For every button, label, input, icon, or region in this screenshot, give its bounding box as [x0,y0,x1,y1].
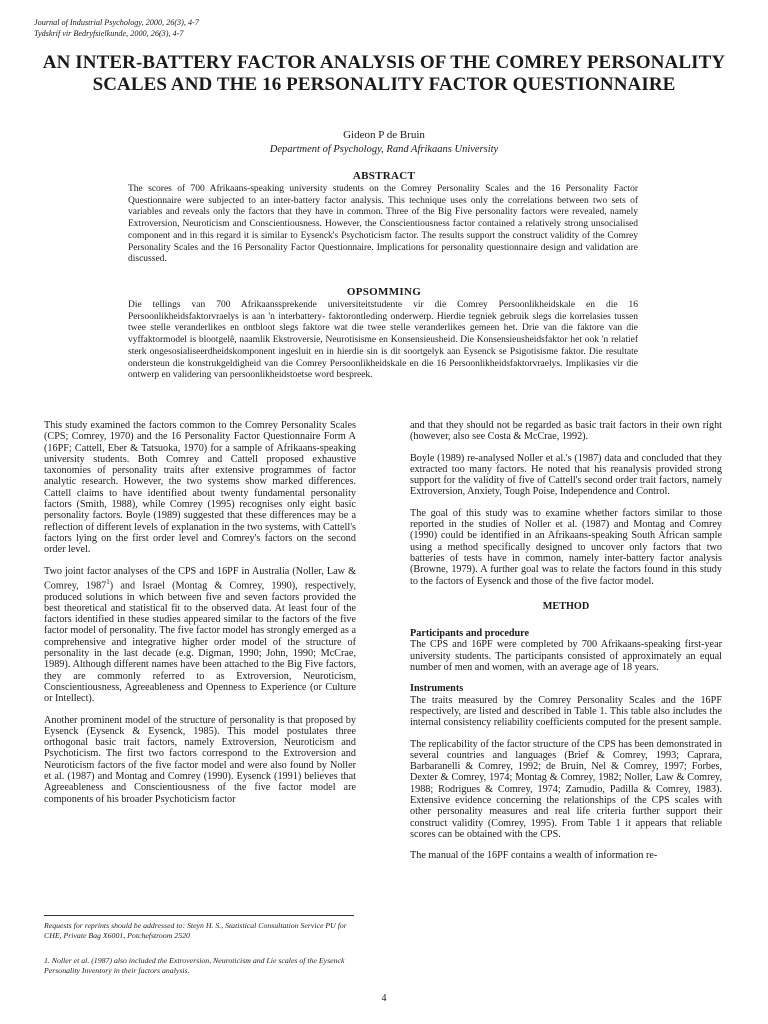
paragraph: This study examined the factors common to the Comrey Personality Scales (CPS; Comrey, 1970) and the 16 Personality Factor Questionnaire Form A (16PF; Cattell, Eber & Tatsuoka, 1970) for a sample of Afrikaans-speaking university students. Both Comrey and Cattell proposed exhaustive taxonomies of personality traits after extensive programmes of factor analytic research. However, the two systems show marked differences. Cattell claims to have identified about twenty fundamental personality factors (Smith, 1988), while Comrey (1995) recognises only eight basic personality factors. Boyle (1989) suggested that these differences may be a reflection of different levels of explanation in the two systems, with Cattell's factors lying on the first order level and Comrey's factors on the second order level. [44,420,356,556]
right-column [410,420,722,872]
abstract-text: The scores of 700 Afrikaans-speaking university students on the Comrey Personality Scales and the 16 Personality Factor Questionnaire were subjected to an inter-battery factor analysis. This technique uses only the correlations between two sets of variables and reveals only the factors that they have in common. Three of the Big Five personality factors were revealed, namely Extroversion, Neuroticism and Conscientiousness. However, the Conscientiousness factor contained a relatively strong unsocialised component and in this regard it is similar to Eysenck's Psychoticism factor. The results support the construct validity of the Comrey Personality Scales and the 16 Personality Factor Questionnaire. Implications for personality questionnaire design and validation are discussed. [128,184,638,265]
reprint-footnote: Requests for reprints should be addressed to: Steyn H. S., Statistical Consultation Service PU for CHE, Private Bag X6001, Potchefstroom 2520 [44,921,347,941]
footnote-rule [44,915,354,916]
footnote-marker: 1 [106,577,110,586]
page-number: 4 [381,993,387,1004]
paragraph: Boyle (1989) re-analysed Noller et al.'s (1987) data and concluded that they extracted too many factors. He noted that his reanalysis provided strong support for the validity of five of Cattell's second order trait factors, namely Extroversion, Anxiety, Tough Poise, Independence and Control. [410,452,722,498]
paragraph: The goal of this study was to examine whether factors similar to those reported in the studies of Noller et al. (1987) and Montag and Comrey (1990) could be identified in an Afrikaans-speaking South African sample using a method specifically designed to uncover only factors that two batteries of tests have in common, namely inter-battery factor analysis (Browne, 1979). A further goal was to relate the factors found in this study to the factors of Eysenck and those of the five factor model. [410,507,722,587]
running-head [34,17,199,39]
left-column [44,420,356,815]
paragraph: The replicability of the factor structure of the CPS has been demonstrated in several countries and languages (Brief & Comrey, 1993; Caprara, Barbaranelli & Comrey, 1992; de Bruin, Nel & Comrey, 1997; Forbes, Dexter & Comrey, 1974; Montag & Comrey, 1982; Noller, Law & Comrey, 1988; Rodrigues & Comrey, 1974; Zamudio, Padilla & Comrey, 1983). Extensive evidence concerning the relationships of the CPS scales with other personality measures and real life criteria further support their construct validity (Comrey, 1995). From Table 1 it appears that reliable scores can be obtained with the CPS. [410,738,722,840]
opsomming-text: Die tellings van 700 Afrikaanssprekende universiteitstudente vir die Comrey Persoonlikheidskale en die 16 Persoonlikheidsfaktorvraelys is aan 'n interbattery- faktorontleding onderwerp. Hierdie tegniek gebruik slegs die korrelasies tussen twee stelle veranderlikes en ontbloot slegs faktore wat die twee stelle veranderlikes gemeen het. Drie van die faktore van die vyffaktormodel is blootgelê, naamlik Ekstroversie, Neurotisisme en Konsensieusheid. Die Konsensieusheidsfaktor het ook 'n relatief sterk ongesosialiseerdheidskomponent ingesluit en in hierdie sin is dit soortgelyk aan Eysenck se Psigotisisme faktor. Die resultate ondersteun die konstrukgeldigheid van die Comrey Persoonlikheidskale en die 16 Persoonlikheidsfaktorvraelys. Implikasies vir die ontwerp en validering van persoonlikheidstoetse word bespreek. [128,300,638,381]
paragraph: The CPS and 16PF were completed by 700 Afrikaans-speaking first-year university students. The participants consisted of approximately an equal number of men and women, with an average age of 18 years. [410,639,722,674]
opsomming-heading: OPSOMMING [346,286,422,298]
paragraph [44,566,356,705]
journal-citation-afrikaans: Tydskrif vir Bedryfsielkunde, 2000, 26(3), 4-7 [34,29,184,38]
paragraph: The manual of the 16PF contains a wealth of information re- [410,850,658,862]
paragraph: The traits measured by the Comrey Personality Scales and the 16PF respectively, are listed and described in Table 1. This table also includes the internal consistency reliability coefficients computed for the present sample. [410,694,722,729]
paragraph-part: Two joint factor analyses of the CPS and 16PF in Australia (Noller, Law & Comrey, 1987 [44,565,356,592]
author-affiliation: Department of Psychology, Rand Afrikaans University [269,144,499,155]
paragraph: Another prominent model of the structure of personality is that proposed by Eysenck (Eysenck & Eysenck, 1985). This model postulates three orthogonal basic trait factors, namely Extroversion, Neuroticism and Psychoticism. The first two factors correspond to the Extroversion and Neuroticism factors of the five factor model and were also found by Noller et al. (1987) and Montag and Comrey (1990). Eysenck (1991) believes that Agreeableness and Conscientiousness of the five factor model are components of his broader Psychoticism factor [44,714,356,805]
journal-citation-english: Journal of Industrial Psychology, 2000, 26(3), 4-7 [34,18,199,27]
author-name: Gideon P de Bruin [343,129,425,141]
subheading-instruments: Instruments [410,683,464,695]
abstract-heading: ABSTRACT [352,170,416,182]
paragraph-part: ) and Israel (Montag & Comrey, 1990), respectively, produced solutions in which between five and seven factors provided the best theoretical and statistical fit to the observed data. At least four of the factors identified in these studies appeared similar to the factors of the five factor model of personality. The five factor model has strongly emerged as a comprehensive and integrative higher order model of the structure of personality in the last decade (e.g. Digman, 1990; John, 1990; McCrae, 1989). Although different names have been attached to the Big Five factors, they are commonly referred to as Extroversion, Neuroticism, Conscientiousness, Agreeableness and Openness to Experience (or Culture or Intellect). [44,580,356,705]
footnote-1: 1. Noller et al. (1987) also included the Extroversion, Neuroticism and Lie scales of the Eysenck Personality Inventory in their factors analysis. [44,956,345,976]
method-heading: METHOD [542,600,590,612]
paragraph: and that they should not be regarded as basic trait factors in their own right (however, also see Costa & McCrae, 1992). [410,420,722,443]
subheading-participants: Participants and procedure [410,628,530,640]
article-title: AN INTER-BATTERY FACTOR ANALYSIS OF THE COMREY PERSONALITY SCALES AND THE 16 PERSONALITY FACTOR QUESTIONNAIRE [42,52,726,95]
